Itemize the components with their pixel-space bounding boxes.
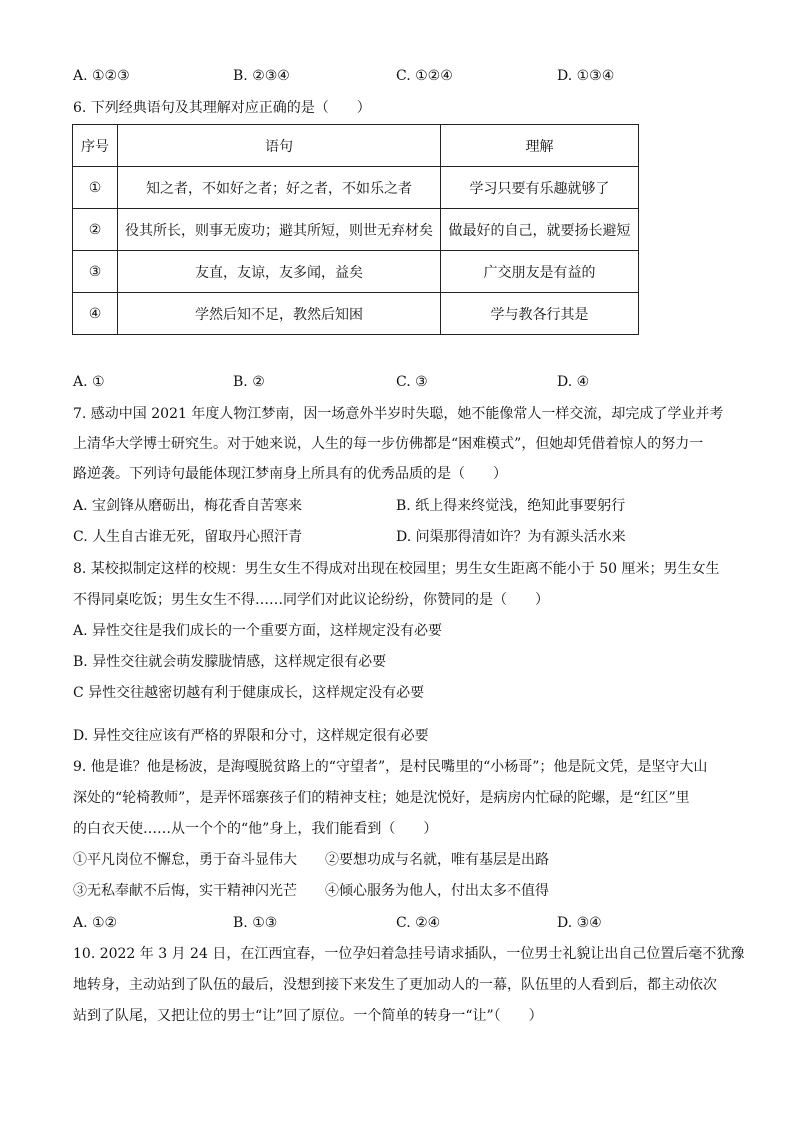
table-cell: 做最好的自己，就要扬长避短 — [441, 209, 639, 251]
q7-stem-line: 路逆袭。下列诗句最能体现江梦南身上所具有的优秀品质的是（ ） — [73, 466, 507, 482]
q8-option-a: A. 异性交往是我们成长的一个重要方面，这样规定没有必要 — [73, 623, 443, 639]
q9-statement-line: ③无私奉献不后悔，实干精神闪光芒 ④倾心服务为他人，付出太多不值得 — [73, 883, 549, 899]
q5-option-d: D. ①③④ — [557, 68, 615, 84]
header-cell: 语句 — [118, 125, 441, 167]
table-row — [73, 251, 639, 293]
table-cell: 役其所长，则事无废功；避其所短，则世无弃材矣 — [118, 209, 441, 251]
q9-option-d: D. ③④ — [557, 915, 602, 931]
q6-option-b: B. ② — [233, 374, 265, 390]
q5-option-b: B. ②③④ — [233, 68, 290, 84]
q10-stem-line: 地转身，主动站到了队伍的最后，没想到接下来发生了更加动人的一幕，队伍里的人看到后，都主动依次 — [73, 977, 717, 993]
q9-option-b: B. ①③ — [233, 915, 278, 931]
q8-option-d: D. 异性交往应该有严格的界限和分寸，这样规定很有必要 — [73, 728, 429, 744]
table-cell: ① — [73, 167, 118, 209]
q6-table — [72, 124, 639, 335]
q8-stem-line: 8. 某校拟制定这样的校规：男生女生不得成对出现在校园里；男生女生距离不能小于 50 厘米；男生女生 — [73, 561, 720, 577]
q7-option-a: A. 宝剑锋从磨砺出，梅花香自苦寒来 — [73, 498, 303, 514]
header-cell: 序号 — [73, 125, 118, 167]
q6-stem: 6. 下列经典语句及其理解对应正确的是（ ） — [73, 100, 371, 116]
q7-stem-line: 7. 感动中国 2021 年度人物江梦南，因一场意外半岁时失聪，她不能像常人一样交流，却完成了学业并考 — [73, 406, 724, 422]
q6-option-c: C. ③ — [396, 374, 428, 390]
q10-stem-line: 10. 2022 年 3 月 24 日，在江西宜春，一位孕妇着急挂号请求插队，一位男士礼貌让出自己位置后毫不犹豫 — [73, 946, 745, 962]
q5-option-a: A. ①②③ — [73, 68, 130, 84]
table-row — [73, 167, 639, 209]
table-cell: ② — [73, 209, 118, 251]
table-cell: 知之者，不如好之者；好之者，不如乐之者 — [118, 167, 441, 209]
table-cell: 学习只要有乐趣就够了 — [441, 167, 639, 209]
table-row — [73, 293, 639, 335]
q7-stem-line: 上清华大学博士研究生。对于她来说，人生的每一步仿佛都是“困难模式”，但她却凭借着惊人的努力一 — [73, 436, 704, 452]
q5-option-c: C. ①②④ — [396, 68, 453, 84]
q10-stem-line: 站到了队尾，又把让位的男士“让”回了原位。一个简单的转身一“让”（ ） — [73, 1008, 543, 1024]
q8-option-b: B. 异性交往就会萌发朦胧情感，这样规定很有必要 — [73, 654, 387, 670]
table-row — [73, 209, 639, 251]
table-cell: 友直，友谅，友多闻，益矣 — [118, 251, 441, 293]
q9-option-c: C. ②④ — [396, 915, 441, 931]
table-header-row — [73, 125, 639, 167]
header-cell: 理解 — [441, 125, 639, 167]
q6-option-a: A. ① — [73, 374, 105, 390]
table-cell: 学然后知不足，教然后知困 — [118, 293, 441, 335]
q6-option-d: D. ④ — [557, 374, 590, 390]
table-cell: ④ — [73, 293, 118, 335]
q9-stem-line: 的白衣天使……从一个个的“他”身上，我们能看到（ ） — [73, 821, 438, 837]
q8-stem-line: 不得同桌吃饭；男生女生不得……同学们对此议论纷纷，你赞同的是（ ） — [73, 592, 549, 608]
table-cell: 广交朋友是有益的 — [441, 251, 639, 293]
q9-option-a: A. ①② — [73, 915, 118, 931]
q9-stem-line: 9. 他是谁？他是杨波，是海嘎脱贫路上的“守望者”，是村民嘴里的“小杨哥”；他是阮文凭，是坚守大山 — [73, 759, 708, 775]
q7-option-d: D. 问渠那得清如许？为有源头活水来 — [396, 529, 626, 545]
q7-option-c: C. 人生自古谁无死，留取丹心照汗青 — [73, 529, 303, 545]
q9-stem-line: 深处的“轮椅教师”，是弄怀瑶寨孩子们的精神支柱；她是沈悦好，是病房内忙碌的陀螺，是“红区”里 — [73, 790, 690, 806]
q9-statement-line: ①平凡岗位不懈怠，勇于奋斗显伟大 ②要想功成与名就，唯有基层是出路 — [73, 852, 549, 868]
q8-option-c: C 异性交往越密切越有利于健康成长，这样规定没有必要 — [73, 685, 425, 701]
q7-option-b: B. 纸上得来终觉浅，绝知此事要躬行 — [396, 498, 626, 514]
table-cell: ③ — [73, 251, 118, 293]
table-cell: 学与教各行其是 — [441, 293, 639, 335]
